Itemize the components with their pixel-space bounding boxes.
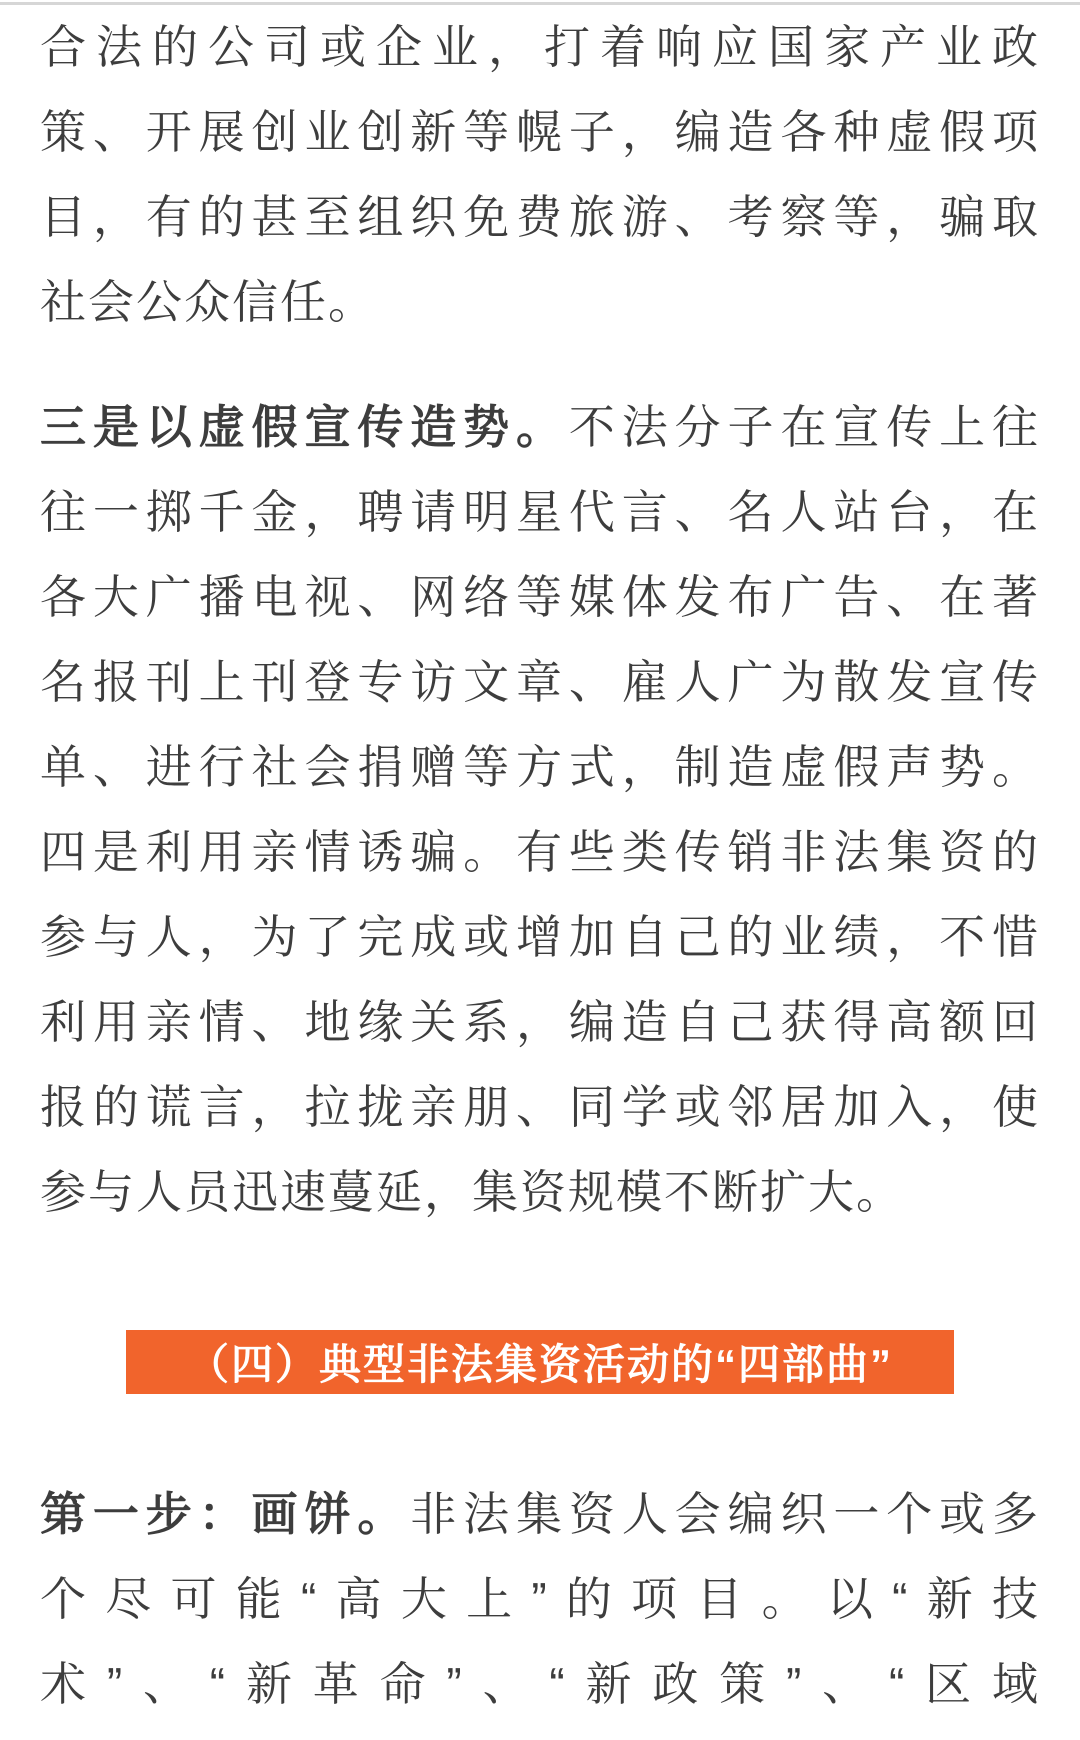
text-segment: 合法的公司或企业，打着响应国家产业政 [40,21,1040,73]
bold-text-segment: 第一步：画饼。 [40,1488,411,1540]
text-segment: 参与人，为了完成或增加自己的业绩，不惜 [40,911,1040,963]
text-segment: 非法集资人会编织一个或多 [410,1488,1041,1540]
text-segment: 单、进行社会捐赠等方式，制造虚假声势。 [40,741,1040,793]
text-line [40,1065,1040,1150]
text-line [40,725,1040,810]
text-line [40,1557,1040,1642]
section-heading-label: （四）典型非法集资活动的“四部曲” [186,1341,893,1388]
bold-text-segment: 三是以虚假宣传造势。 [40,401,569,453]
text-segment: 四是利用亲情诱骗。有些类传销非法集资的 [40,826,1040,878]
text-segment: 名报刊上刊登专访文章、雇人广为散发宣传 [40,656,1040,708]
text-segment: 各大广播电视、网络等媒体发布广告、在著 [40,571,1040,623]
text-line [40,895,1040,980]
paragraph [40,5,1040,345]
paragraphs-after-heading [40,1472,1040,1727]
text-segment: 策、开展创业创新等幌子，编造各种虚假项 [40,106,1040,158]
article-body [0,5,1080,1727]
text-segment: 不法分子在宣传上往 [568,401,1041,453]
article-page [0,2,1080,1740]
text-segment: 目，有的甚至组织免费旅游、考察等，骗取 [40,191,1040,243]
paragraphs-before-heading [40,5,1040,1235]
text-line [40,980,1040,1065]
text-line [40,260,1040,345]
text-line [40,1642,1040,1727]
text-line [40,175,1040,260]
paragraph [40,1472,1040,1727]
text-segment: 术”、“新革命”、“新政策”、“区域 [40,1658,1040,1710]
text-segment: 往一掷千金，聘请明星代言、名人站台，在 [40,486,1040,538]
text-line [40,90,1040,175]
section-heading-banner [126,1330,954,1394]
text-line [40,470,1040,555]
text-line [40,385,1040,470]
text-segment: 社会公众信任。 [40,276,376,328]
text-line [40,5,1040,90]
text-line [40,640,1040,725]
text-line [40,1472,1040,1557]
paragraph [40,385,1040,1235]
text-segment: 利用亲情、地缘关系，编造自己获得高额回 [40,996,1040,1048]
text-segment: 参与人员迅速蔓延，集资规模不断扩大。 [40,1166,904,1218]
text-segment: 个尽可能“高大上”的项目。以“新技 [40,1573,1040,1625]
text-segment: 报的谎言，拉拢亲朋、同学或邻居加入，使 [40,1081,1040,1133]
text-line [40,1150,1040,1235]
text-line [40,555,1040,640]
text-line [40,810,1040,895]
